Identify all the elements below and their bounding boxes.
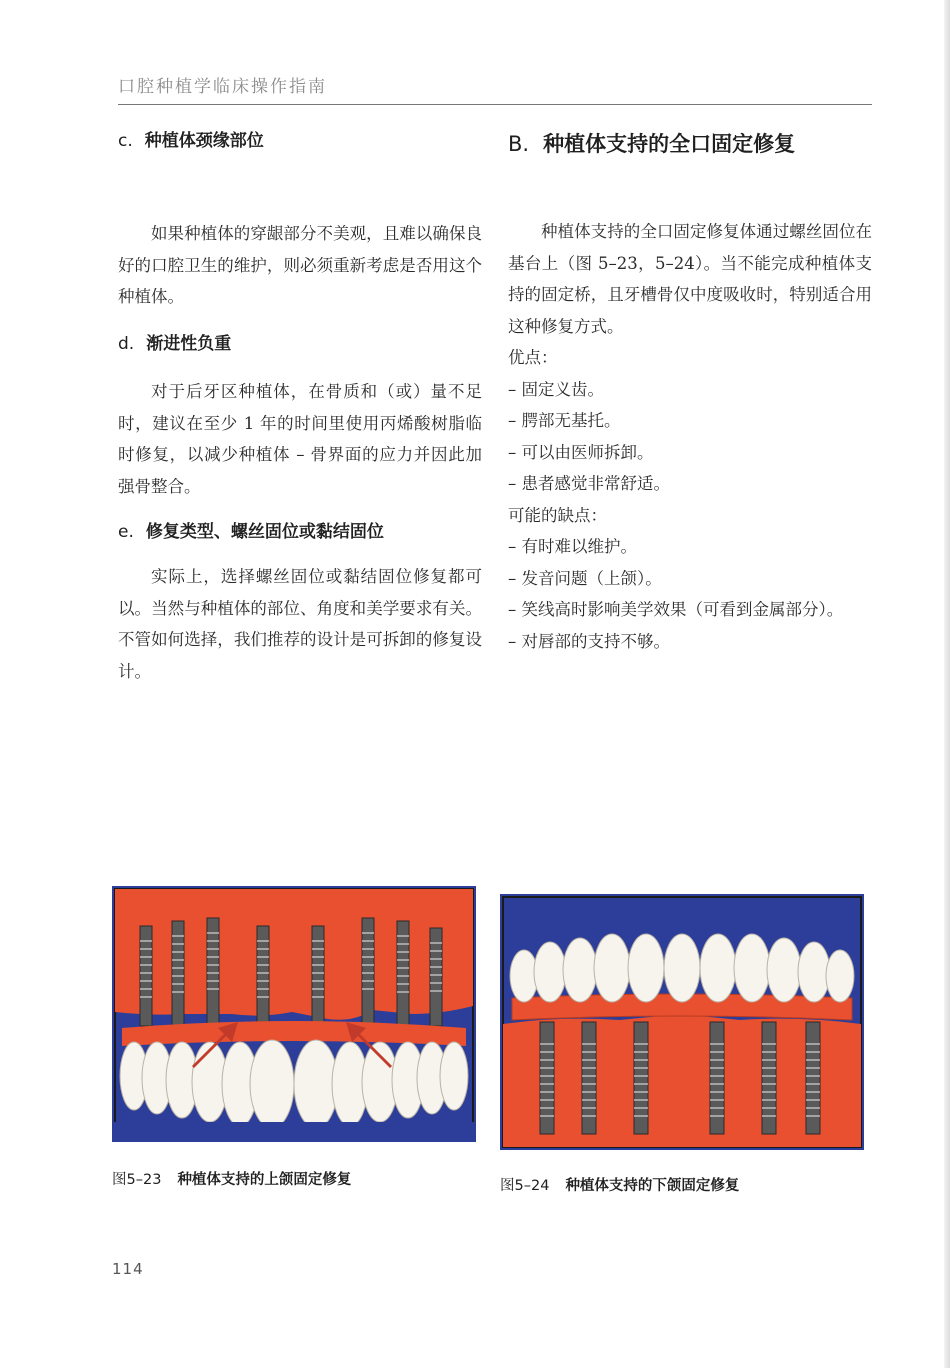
tooth <box>563 938 597 1002</box>
implant <box>710 1022 724 1134</box>
figure-5-24-number: 图5–24 <box>500 1178 550 1194</box>
section-e-letter: e. <box>118 522 134 542</box>
tooth <box>826 950 854 1002</box>
section-b-title: 种植体支持的全口固定修复 <box>543 132 796 156</box>
section-d-letter: d. <box>118 334 135 354</box>
list-item: – 可以由医师拆卸。 <box>508 442 654 462</box>
section-c-heading <box>118 126 264 151</box>
section-d-heading <box>118 329 231 354</box>
figure-5-24-illustration <box>500 894 864 1150</box>
header-divider <box>118 104 872 105</box>
implant <box>172 921 184 1026</box>
running-head: 口腔种植学临床操作指南 <box>118 77 327 97</box>
implant <box>806 1022 820 1134</box>
figure-5-23-number: 图5–23 <box>112 1172 162 1188</box>
figure-5-23-illustration <box>112 886 476 1142</box>
section-b-heading <box>508 128 795 158</box>
section-c-title: 种植体颈缘部位 <box>144 131 264 151</box>
tooth <box>250 1040 294 1128</box>
section-d-body <box>118 376 482 502</box>
figure-bottom-band <box>112 1122 476 1142</box>
tooth <box>294 1040 338 1128</box>
section-b-letter: B. <box>508 132 530 156</box>
list-item: – 笑线高时影响美学效果（可看到金属部分）。 <box>508 600 844 619</box>
tooth <box>628 934 664 1002</box>
section-e-heading <box>118 517 384 542</box>
section-b-intro: 种植体支持的全口固定修复体通过螺丝固位在基台上（图 5–23，5–24）。当不能完成种植体支持的固定桥，且牙槽骨仅中度吸收时，特别适合用这种修复方式。 <box>508 222 872 336</box>
section-c-paragraph: 如果种植体的穿龈部分不美观，且难以确保良好的口腔卫生的维护，则必须重新考虑是否用这个种植体。 <box>118 224 482 306</box>
figure-5-24-caption <box>500 1174 739 1195</box>
list-item: – 有时难以维护。 <box>508 537 637 556</box>
section-c-letter: c. <box>118 131 133 151</box>
upper-gum <box>115 889 473 1020</box>
list-item: – 对唇部的支持不够。 <box>508 631 670 651</box>
figure-5-24-title: 种植体支持的下颌固定修复 <box>565 1178 740 1194</box>
tooth <box>664 934 700 1002</box>
section-d-title: 渐进性负重 <box>146 334 232 354</box>
advantages-label: 优点： <box>508 348 558 367</box>
tooth <box>734 934 770 1002</box>
implant <box>582 1022 596 1134</box>
list-item: – 固定义齿。 <box>508 379 604 399</box>
section-e-title: 修复类型、螺丝固位或黏结固位 <box>145 522 384 542</box>
implant <box>634 1022 648 1134</box>
figure-5-23-caption <box>112 1168 351 1189</box>
page-edge-shadow <box>944 0 950 1368</box>
page-number: 114 <box>112 1260 144 1278</box>
advantages-block <box>508 342 872 657</box>
list-item: – 发音问题（上颌）。 <box>508 568 662 588</box>
section-b-body <box>508 216 872 342</box>
list-item: – 患者感觉非常舒适。 <box>508 474 670 493</box>
section-e-paragraph: 实际上，选择螺丝固位或黏结固位修复都可以。当然与种植体的部位、角度和美学要求有关。不管如何选择，我们推荐的设计是可拆卸的修复设计。 <box>118 567 482 681</box>
list-item: – 腭部无基托。 <box>508 411 621 430</box>
tooth <box>440 1042 468 1110</box>
tooth <box>534 942 566 1002</box>
tooth <box>700 934 736 1002</box>
tooth <box>594 934 630 1002</box>
implant <box>540 1022 554 1134</box>
tooth <box>767 938 801 1002</box>
disadvantages-label: 可能的缺点： <box>508 505 607 525</box>
implant <box>207 918 219 1026</box>
implant <box>397 921 409 1026</box>
figure-5-23-title: 种植体支持的上颌固定修复 <box>177 1172 352 1188</box>
section-d-paragraph: 对于后牙区种植体，在骨质和（或）量不足时，建议在至少 1 年的时间里使用丙烯酸树脂临时修复，以减少种植体 – 骨界面的应力并因此加强骨整合。 <box>118 382 482 496</box>
section-e-body <box>118 561 482 687</box>
tooth <box>798 942 830 1002</box>
section-c-body <box>118 218 482 313</box>
implant <box>362 918 374 1026</box>
implant <box>762 1022 776 1134</box>
